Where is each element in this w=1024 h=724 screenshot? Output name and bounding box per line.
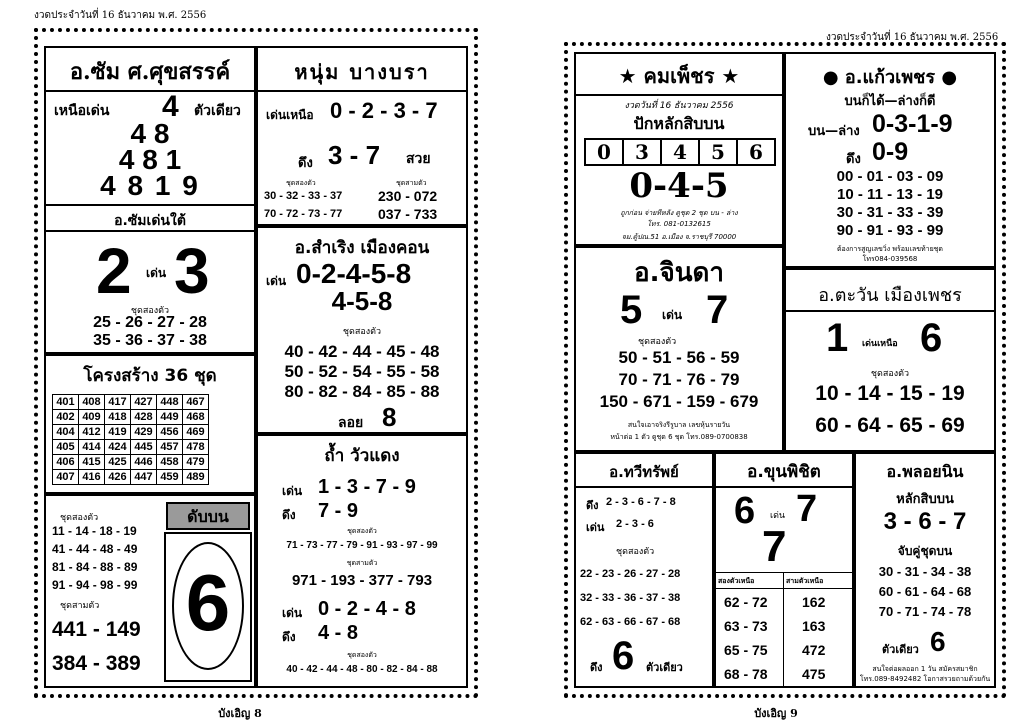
sr-float-label: ลอย <box>338 415 364 431</box>
th-pairs: 71 - 73 - 77 - 79 - 91 - 93 - 97 - 99 <box>286 540 438 551</box>
table-cell: 416 <box>79 470 105 485</box>
jinda-pair-label: ชุดสองตัว <box>638 337 677 347</box>
table-cell: 489 <box>183 470 209 485</box>
table-cell: 447 <box>131 470 157 485</box>
kp-col1-3: 65 - 75 <box>724 642 768 658</box>
table-cell: 406 <box>53 455 79 470</box>
som-tai-row-2: 35 - 36 - 37 - 38 <box>93 332 207 349</box>
table-cell: 5 <box>699 139 737 165</box>
som-tai-left-digit: 2 <box>96 235 132 307</box>
th-pull2: 4 - 8 <box>318 622 359 644</box>
star-icon: ★ <box>721 64 740 88</box>
table-cell: 0 <box>585 139 623 165</box>
table-cell: 415 <box>79 455 105 470</box>
tw-lead-label: เด่น <box>586 521 605 534</box>
th-triple-label: ชุดสามตัว <box>346 559 378 567</box>
kp-col2-label: สามตัวเหนือ <box>786 577 824 585</box>
som-tai-mid-label: เด่น <box>146 266 167 280</box>
ploinin-panel <box>854 452 996 688</box>
table-cell: 468 <box>183 410 209 425</box>
tw-row-3: 62 - 63 - 66 - 67 - 68 <box>580 616 681 628</box>
lb-triple-2: 384 - 389 <box>52 652 141 675</box>
tham-title: ถ้ำ วัวแดง <box>324 446 400 466</box>
th-pair-label: ชุดสองตัว <box>347 527 377 535</box>
th-pull: 7 - 9 <box>318 500 359 522</box>
kp-d2: 7 <box>796 488 818 530</box>
tawan-right: 6 <box>920 316 943 360</box>
kp-col2-2: 163 <box>802 618 826 634</box>
khom-big: 0-4-5 <box>629 166 729 206</box>
nb-triple-label: ชุดสามตัว <box>396 179 427 187</box>
table-cell: 404 <box>53 425 79 440</box>
khunphichit-panel <box>714 452 854 688</box>
th-lead-label: เด่น <box>282 484 303 498</box>
table-row <box>53 440 209 455</box>
lb-triple-1: 441 - 149 <box>52 618 141 641</box>
right-date-header: งวดประจำวันที่ 16 ธันวาคม พ.ศ. 2556 <box>826 32 999 43</box>
tawan-row-1: 10 - 14 - 15 - 19 <box>815 382 965 405</box>
pn-note-2: โทร.089-8492482 โอกาสรวยถามด้วยกัน <box>859 675 991 683</box>
th-triples: 971 - 193 - 377 - 793 <box>291 572 433 589</box>
pn-note-1: สนใจต่อผลออก 1 วัน สมัครสมาชิก <box>872 665 978 673</box>
kaew-note-1: ต้องการสูญเลขวิ่ง พร้อมเลขท้ายชุด <box>837 245 943 253</box>
kaew-title: อ.แก้วเพชร <box>844 67 936 88</box>
th-lead2: 0 - 2 - 4 - 8 <box>318 598 416 620</box>
taweesap-panel <box>574 452 714 688</box>
som-pyramid-1: 4 8 <box>130 118 170 149</box>
sr-lead: 0-2-4-5-8 <box>296 258 412 289</box>
kp-mid: เด่น <box>770 511 786 521</box>
som-panel <box>44 46 256 228</box>
kp-col1-1: 62 - 72 <box>724 594 768 610</box>
tw-row-2: 32 - 33 - 36 - 37 - 38 <box>580 592 681 604</box>
som-top-label: เหนือเด่น <box>54 103 110 119</box>
som-tai-title: อ.ซัมเด่นใต้ <box>114 213 186 229</box>
table-cell: 405 <box>53 440 79 455</box>
table-cell: 457 <box>157 440 183 455</box>
tw-single-pull-label: ดึง <box>590 661 603 674</box>
som-tai-pair-label: ชุดสองตัว <box>130 306 170 316</box>
table-cell: 467 <box>183 395 209 410</box>
table-cell: 3 <box>623 139 661 165</box>
khom-sub: ปักหลักสิบบน <box>633 114 725 133</box>
table-cell: 409 <box>79 410 105 425</box>
structure-table <box>52 394 209 485</box>
table-cell: 424 <box>105 440 131 455</box>
table-cell: 469 <box>183 425 209 440</box>
table-row <box>53 395 209 410</box>
nb-triple-2: 037 - 733 <box>378 206 438 222</box>
kp-col2-3: 472 <box>802 642 826 658</box>
kp-d1: 6 <box>734 490 756 532</box>
tw-single-label: ตัวเดียว <box>646 661 683 674</box>
kaew-sub: บนก็ได้—ล่างก็ดี <box>844 94 936 109</box>
kp-col2-4: 475 <box>802 666 826 682</box>
sr-pair-label: ชุดสองตัว <box>342 327 382 337</box>
kaew-pull-label: ดึง <box>846 152 861 167</box>
pn-row-3: 70 - 71 - 74 - 78 <box>878 604 972 619</box>
nb-north: 0 - 2 - 3 - 7 <box>330 98 438 123</box>
lb-pair-1: 11 - 14 - 18 - 19 <box>52 524 137 538</box>
table-cell: 478 <box>183 440 209 455</box>
table-cell: 428 <box>131 410 157 425</box>
tawan-title: อ.ตะวัน เมืองเพชร <box>818 285 962 306</box>
table-cell: 417 <box>105 395 131 410</box>
tw-single-digit: 6 <box>612 634 635 678</box>
pn-sub2: จับคู่ชุดบน <box>897 544 953 558</box>
jinda-row-3: 150 - 671 - 159 - 679 <box>599 392 759 411</box>
jinda-left: 5 <box>620 288 643 332</box>
sr-sub: 4-5-8 <box>331 286 393 316</box>
jinda-note-1: สนใจเอาจริงรีรูบาล เลขหุ้นรายวัน <box>627 421 731 429</box>
table-row <box>53 455 209 470</box>
pn-main: 3 - 6 - 7 <box>883 508 967 535</box>
table-cell: 426 <box>105 470 131 485</box>
table-cell: 448 <box>157 395 183 410</box>
pn-row-2: 60 - 61 - 64 - 68 <box>878 584 972 599</box>
lb-pair-label: ชุดสองตัว <box>60 513 99 523</box>
kaew-row-3: 30 - 31 - 33 - 39 <box>836 204 944 221</box>
khom-title: คมเพ็ชร <box>643 64 715 88</box>
tham-panel <box>256 434 468 688</box>
taweesap-title: อ.ทวีทรัพย์ <box>609 463 679 481</box>
left-bottom-panel <box>44 494 256 688</box>
khom-note-2: โทร. 081-0132615 <box>647 220 711 228</box>
tw-pull-label: ดึง <box>586 499 599 512</box>
tawan-mid: เด่นเหนือ <box>862 339 898 349</box>
table-row <box>53 410 209 425</box>
tw-row-1: 22 - 23 - 26 - 27 - 28 <box>580 568 681 580</box>
left-date-header: งวดประจำวันที่ 16 ธันวาคม พ.ศ. 2556 <box>34 10 207 21</box>
th-pull2-label: ดึง <box>282 630 296 644</box>
table-cell: 456 <box>157 425 183 440</box>
pn-row-1: 30 - 31 - 34 - 38 <box>878 564 972 579</box>
jinda-row-1: 50 - 51 - 56 - 59 <box>618 348 740 367</box>
table-cell: 429 <box>131 425 157 440</box>
table-cell: 401 <box>53 395 79 410</box>
nb-pull: 3 - 7 <box>328 140 381 170</box>
samroeng-panel <box>256 226 468 434</box>
tawan-pair-label: ชุดสองตัว <box>870 369 910 379</box>
kaew-title-row <box>786 62 994 91</box>
khunphichit-title: อ.ขุนพิชิต <box>747 462 821 482</box>
table-cell: 402 <box>53 410 79 425</box>
nb-pull-suffix: สวย <box>406 151 431 167</box>
table-cell: 459 <box>157 470 183 485</box>
tw-pull: 2 - 3 - 6 - 7 - 8 <box>606 496 676 508</box>
circle-icon: ● <box>822 67 839 88</box>
sr-row-1: 40 - 42 - 44 - 45 - 48 <box>284 342 440 361</box>
th-pairs2: 40 - 42 - 44 - 48 - 80 - 82 - 84 - 88 <box>286 664 438 675</box>
jinda-row-2: 70 - 71 - 76 - 79 <box>618 370 740 389</box>
jinda-title: อ.จินดา <box>634 258 724 288</box>
table-cell: 425 <box>105 455 131 470</box>
tawan-row-2: 60 - 64 - 65 - 69 <box>815 414 965 437</box>
som-pyramid-3: 4 8 1 9 <box>100 170 200 201</box>
pn-single: 6 <box>930 626 946 657</box>
th-lead: 1 - 3 - 7 - 9 <box>318 476 416 498</box>
jinda-right: 7 <box>706 288 729 332</box>
kp-d3: 7 <box>762 522 787 571</box>
star-icon: ★ <box>618 64 637 88</box>
pn-sub: หลักสิบบน <box>896 492 954 507</box>
table-cell: 419 <box>105 425 131 440</box>
circle-icon: ● <box>941 67 958 88</box>
table-cell: 408 <box>79 395 105 410</box>
kaew-row-1: 00 - 01 - 03 - 09 <box>836 168 944 185</box>
lb-triple-label: ชุดสามตัว <box>60 601 100 611</box>
samroeng-title: อ.สำเริง เมืองคอน <box>294 238 430 258</box>
jinda-mid: เด่น <box>662 308 683 322</box>
kaew-ud-label: บน—ล่าง <box>808 124 860 139</box>
nb-north-label: เด่นเหนือ <box>266 108 314 122</box>
jinda-panel <box>574 246 784 452</box>
num-bangbra-title: หนุ่ม บางบรา <box>294 60 430 84</box>
sr-float: 8 <box>382 402 397 432</box>
lb-dip-frame <box>164 532 252 682</box>
kaew-row-2: 10 - 11 - 13 - 19 <box>837 186 943 203</box>
table-cell: 6 <box>737 139 775 165</box>
khom-panel <box>574 52 784 246</box>
som-tai-row-1: 25 - 26 - 27 - 28 <box>93 314 207 331</box>
som-tai-panel <box>44 204 256 354</box>
som-tai-right-digit: 3 <box>174 235 210 307</box>
sr-lead-label: เด่น <box>266 274 287 288</box>
kaew-panel <box>784 52 996 268</box>
khom-note-1: ถูกก่อน จ่ายทีหลัง ดูชุด 2 ชุด บน - ล่าง <box>620 209 738 217</box>
table-row <box>585 139 775 165</box>
tw-lead: 2 - 3 - 6 <box>616 518 654 530</box>
structure-panel <box>44 354 256 494</box>
left-footer: บังเอิญ 8 <box>218 707 262 720</box>
kp-col1-label: สองตัวเหนือ <box>718 577 755 585</box>
table-cell: 449 <box>157 410 183 425</box>
nb-pull-label: ดึง <box>298 156 313 171</box>
lb-pair-3: 81 - 84 - 88 - 89 <box>52 560 138 574</box>
lb-dip-label: ดับบน <box>166 502 250 530</box>
som-title: อ.ซัม ศ.ศุขสรรค์ <box>69 59 231 85</box>
kaew-ud: 0-3-1-9 <box>872 110 953 138</box>
num-bangbra-panel <box>256 46 468 226</box>
lb-pair-4: 91 - 94 - 98 - 99 <box>52 578 138 592</box>
lb-dip-digit: 6 <box>185 558 231 647</box>
th-lead2-label: เด่น <box>282 606 303 620</box>
khom-date: งวดวันที่ 16 ธันวาคม 2556 <box>624 101 734 111</box>
tw-pair-label: ชุดสองตัว <box>616 547 655 557</box>
pn-single-label: ตัวเดียว <box>882 643 919 656</box>
sr-row-2: 50 - 52 - 54 - 55 - 58 <box>284 362 440 381</box>
kaew-note-2: โทร084-039568 <box>862 255 918 263</box>
som-pyramid-2: 4 8 1 <box>118 144 182 175</box>
nb-pair-label: ชุดสองตัว <box>286 179 316 187</box>
kaew-pull: 0-9 <box>872 138 909 166</box>
table-cell: 407 <box>53 470 79 485</box>
ploinin-title: อ.พลอยนิน <box>886 462 964 481</box>
kp-col1-2: 63 - 73 <box>724 618 768 634</box>
khom-note-3: จม.ตู้ปณ.51 อ.เมือง จ.ราชบุรี 70000 <box>621 233 737 241</box>
table-row <box>53 425 209 440</box>
table-cell: 414 <box>79 440 105 455</box>
table-cell: 446 <box>131 455 157 470</box>
nb-pair-1: 30 - 32 - 33 - 37 <box>264 190 343 202</box>
table-cell: 4 <box>661 139 699 165</box>
jinda-note-2: หน้าต่อ 1 ตัว ดูชุด 6 ชุด โทร.089-0700838 <box>610 433 748 441</box>
tawan-panel <box>784 268 996 452</box>
structure-title: โครงสร้าง 36 ชุด <box>83 366 217 386</box>
kp-col2-1: 162 <box>802 594 826 610</box>
table-cell: 479 <box>183 455 209 470</box>
sr-row-3: 80 - 82 - 84 - 85 - 88 <box>284 382 440 401</box>
table-cell: 418 <box>105 410 131 425</box>
kaew-row-4: 90 - 91 - 93 - 99 <box>836 222 944 239</box>
khom-digit-table <box>584 138 776 166</box>
th-pair2-label: ชุดสองตัว <box>347 651 377 659</box>
right-footer: บังเอิญ 9 <box>754 707 798 720</box>
nb-triple-1: 230 - 072 <box>378 188 438 204</box>
kp-col1-4: 68 - 78 <box>724 666 768 682</box>
lb-pair-2: 41 - 44 - 48 - 49 <box>52 542 138 556</box>
tawan-left: 1 <box>826 316 849 360</box>
som-single-label: ตัวเดียว <box>194 103 241 119</box>
table-cell: 458 <box>157 455 183 470</box>
table-row <box>53 470 209 485</box>
khom-title-row <box>576 60 782 92</box>
table-cell: 445 <box>131 440 157 455</box>
th-pull-label: ดึง <box>282 508 296 522</box>
table-cell: 427 <box>131 395 157 410</box>
table-cell: 412 <box>79 425 105 440</box>
nb-pair-2: 70 - 72 - 73 - 77 <box>264 208 343 220</box>
som-top-digit: 4 <box>162 90 179 123</box>
